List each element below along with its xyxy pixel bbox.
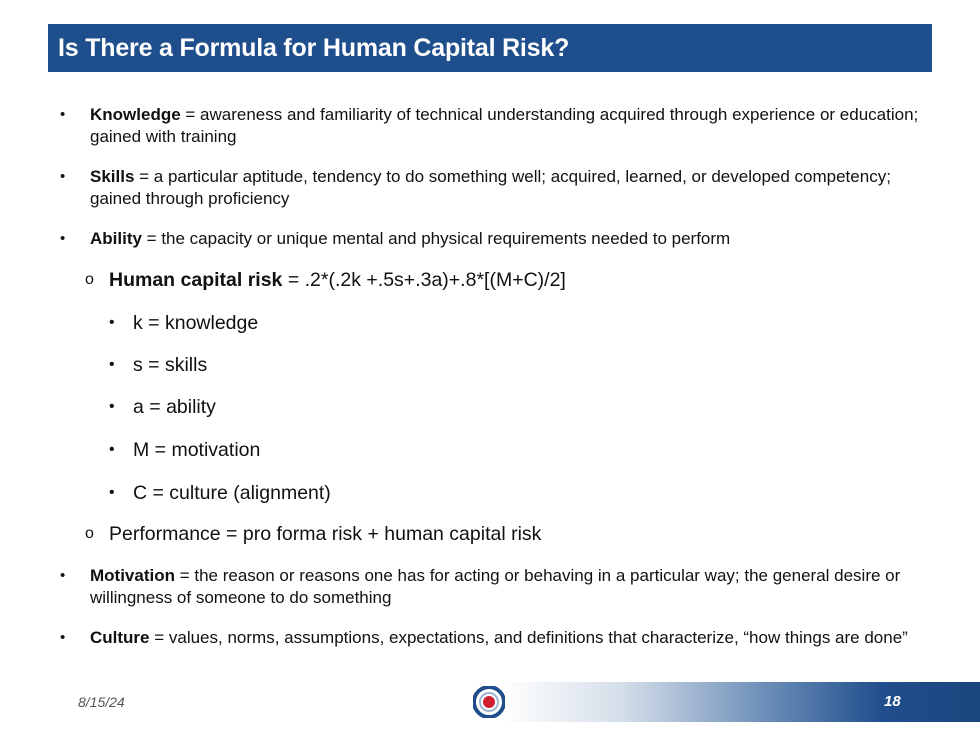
variable-item (109, 311, 259, 335)
bullet-text: = values, norms, assumptions, expectations, and definitions that characterize, “how things are done” (149, 628, 908, 647)
variable-item (109, 353, 208, 377)
page-number: 18 (884, 693, 901, 710)
performance-text: Performance = pro forma risk + human capital risk (109, 523, 542, 545)
bullet-icon: • (60, 230, 66, 247)
bullet-skills (60, 166, 930, 210)
bullet-text: = the reason or reasons one has for acting or behaving in a particular way; the general desire or willingness of someone to do something (90, 566, 901, 607)
slide-title: Is There a Formula for Human Capital Risk? (58, 33, 570, 62)
variable-text: M = motivation (133, 439, 261, 461)
sub-bullet-icon: o (85, 525, 94, 542)
footer-gradient-bar (500, 682, 980, 722)
variable-text: C = culture (alignment) (133, 482, 331, 504)
bullet-icon: • (60, 629, 66, 646)
variable-text: s = skills (133, 354, 208, 376)
bullet-icon: • (109, 314, 115, 331)
bullet-term: Skills (90, 167, 135, 186)
formula-line (85, 268, 566, 292)
bullet-term: Knowledge (90, 105, 181, 124)
variable-text: k = knowledge (133, 312, 259, 334)
bullet-icon: • (60, 567, 66, 584)
roundel-logo-icon (473, 686, 505, 718)
variable-item (109, 481, 331, 505)
formula-term: Human capital risk (109, 269, 283, 291)
bullet-icon: • (60, 168, 66, 185)
bullet-text: = the capacity or unique mental and physical requirements needed to perform (141, 229, 731, 248)
bullet-text: = awareness and familiarity of technical understanding acquired through experience or education; gained with training (90, 105, 919, 146)
bullet-term: Culture (90, 628, 150, 647)
variable-item (109, 438, 261, 462)
formula-text: = .2*(.2k +.5s+.3a)+.8*[(M+C)/2] (282, 269, 566, 291)
bullet-icon: • (109, 484, 115, 501)
performance-line (85, 522, 542, 546)
bullet-term: Ability (90, 229, 142, 248)
bullet-icon: • (109, 441, 115, 458)
bullet-icon: • (109, 356, 115, 373)
sub-bullet-icon: o (85, 271, 94, 288)
bullet-icon: • (109, 398, 115, 415)
bullet-icon: • (60, 106, 66, 123)
bullet-motivation (60, 565, 930, 609)
bullet-term: Motivation (90, 566, 175, 585)
bullet-knowledge (60, 104, 930, 148)
footer-date: 8/15/24 (78, 694, 125, 710)
variable-item (109, 395, 216, 419)
bullet-culture (60, 627, 930, 649)
variable-text: a = ability (133, 396, 216, 418)
bullet-text: = a particular aptitude, tendency to do something well; acquired, learned, or developed competency; gained through proficiency (90, 167, 891, 208)
bullet-ability (60, 228, 930, 250)
